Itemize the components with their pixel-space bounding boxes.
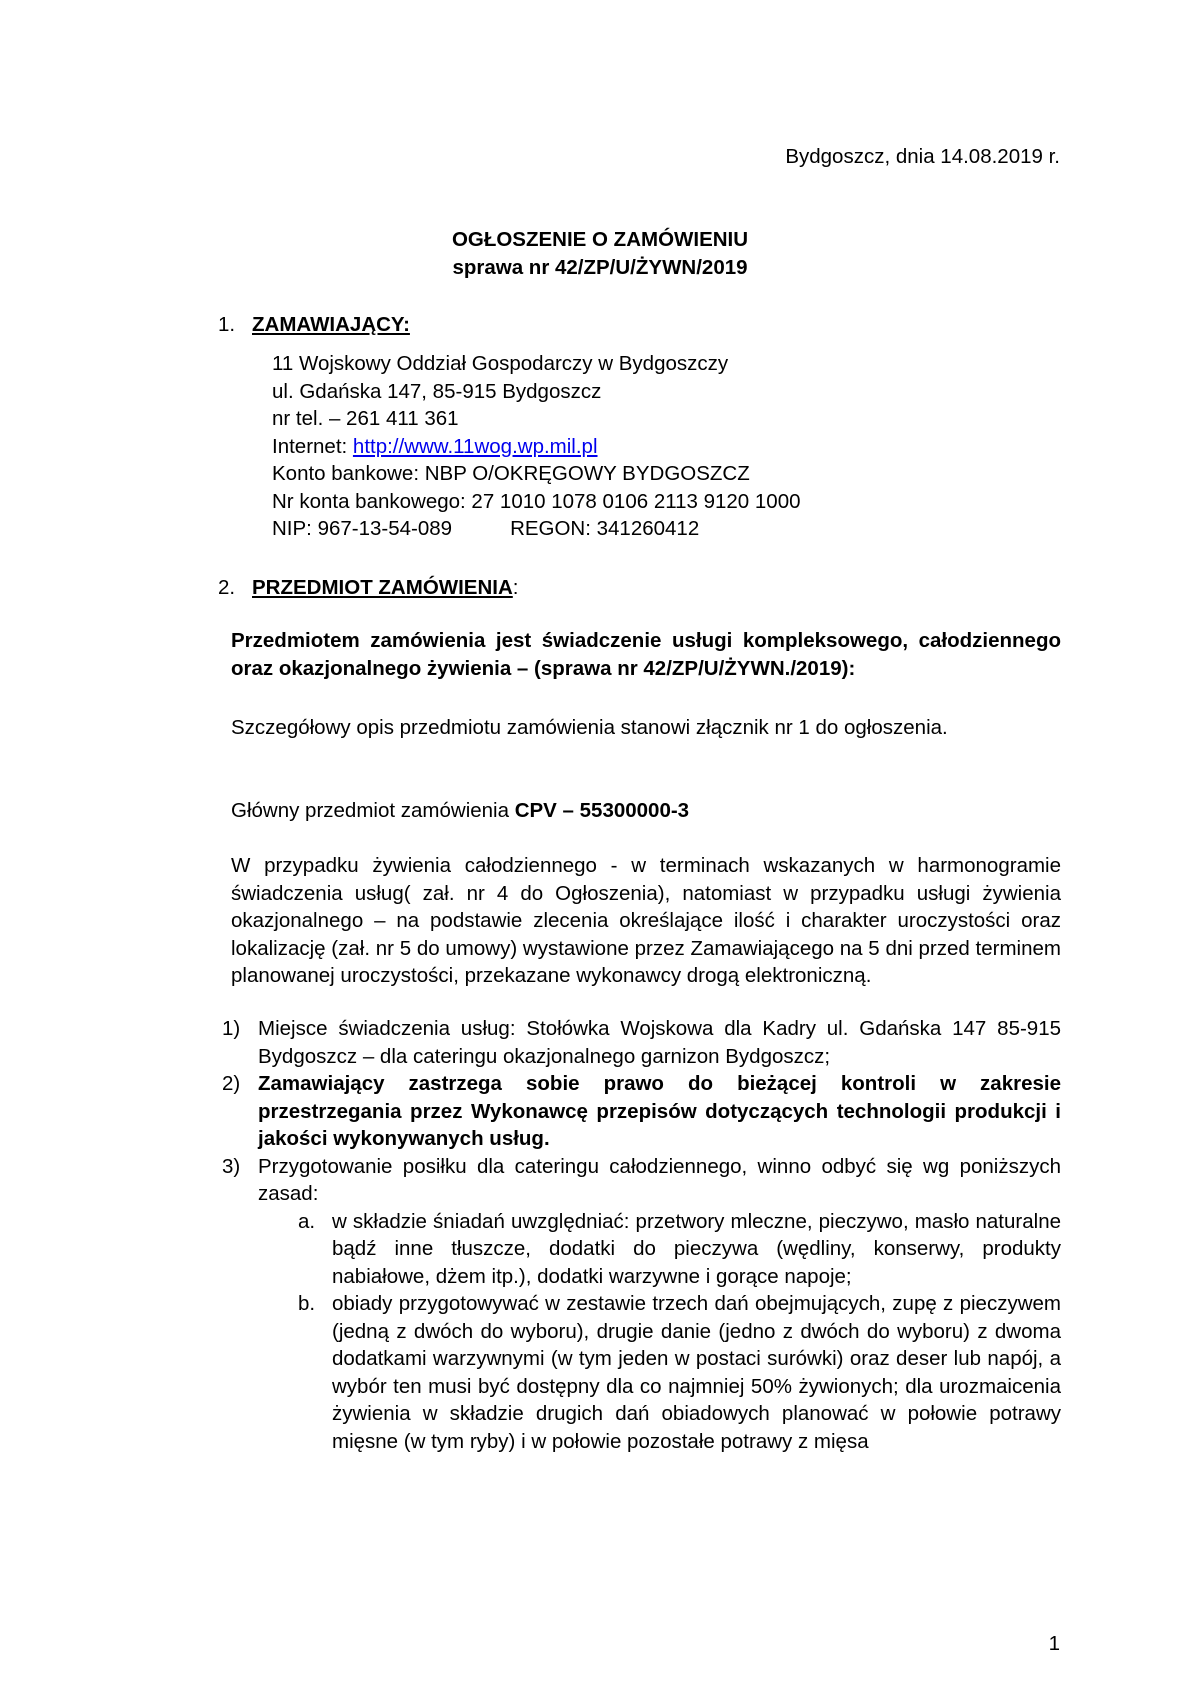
catering-paragraph: W przypadku żywienia całodziennego - w terminach wskazanych w harmonogramie świadczenia usług( zał. nr 4 do Ogłoszenia), natomiast w przypadku usługi żywienia okazjonalnego – na podstawie zlecenia określające ilość i charakter uroczystości oraz lokalizację (zał. nr 5 do umowy) wystawione przez Zamawiającego na 5 dni przed terminem planowanej uroczystości, przekazane wykonawcy drogą elektroniczną. bbox=[231, 854, 1061, 987]
page-number: 1 bbox=[1048, 1632, 1060, 1655]
authority-address: ul. Gdańska 147, 85-915 Bydgoszcz bbox=[272, 379, 602, 403]
document-date: Bydgoszcz, dnia 14.08.2019 r. bbox=[785, 145, 1060, 168]
section-2-title: PRZEDMIOT ZAMÓWIENIA: bbox=[252, 576, 519, 599]
nip: NIP: 967-13-54-089 bbox=[272, 517, 453, 540]
authority-internet: Internet: http://www.11wog.wp.mil.pl bbox=[272, 434, 598, 458]
authority-ids bbox=[272, 515, 801, 543]
authority-account: Nr konta bankowego: 27 1010 1078 0106 2113 9120 1000 bbox=[272, 489, 801, 513]
regon: REGON: 341260412 bbox=[510, 517, 700, 540]
cpv-line: Główny przedmiot zamówienia CPV – 55300000-3 bbox=[231, 799, 690, 822]
case-number: sprawa nr 42/ZP/U/ŻYWN/2019 bbox=[452, 256, 748, 279]
contracting-authority-details bbox=[272, 350, 801, 543]
sub-list-item: a. w składzie śniadań uwzględniać: przetwory mleczne, pieczywo, masło naturalne bądź inne tłuszcze, dodatki do pieczywa (wędliny, konserwy, produkty nabiałowe, dżem itp.), dodatki warzywne i gorące napoje; bbox=[298, 1209, 1061, 1288]
cpv-code: CPV – 55300000-3 bbox=[514, 799, 690, 822]
authority-phone: nr tel. – 261 411 361 bbox=[272, 407, 459, 430]
document-title: OGŁOSZENIE O ZAMÓWIENIU bbox=[451, 228, 749, 251]
list-item: 2) Zamawiający zastrzega sobie prawo do bieżącej kontroli w zakresie przestrzegania przez Wykonawcę przepisów dotyczących technologii produkcji i jakości wykonywanych usług. bbox=[222, 1072, 1061, 1150]
section-1-title: ZAMAWIAJĄCY: bbox=[252, 313, 410, 336]
website-link[interactable]: http://www.11wog.wp.mil.pl bbox=[352, 434, 598, 458]
subject-paragraph: Przedmiotem zamówienia jest świadczenie usługi kompleksowego, całodziennego oraz okazjonalnego żywienia – (sprawa nr 42/ZP/U/ŻYWN./2019): bbox=[231, 629, 1061, 680]
detail-paragraph: Szczegółowy opis przedmiotu zamówienia stanowi złącznik nr 1 do ogłoszenia. bbox=[231, 716, 948, 739]
list-item: 3) Przygotowanie posiłku dla cateringu całodziennego, winno odbyć się wg poniższych zasad: bbox=[222, 1154, 1061, 1205]
requirements-list bbox=[222, 1015, 1061, 1455]
authority-bank: Konto bankowe: NBP O/OKRĘGOWY BYDGOSZCZ bbox=[272, 462, 750, 485]
authority-name: 11 Wojskowy Oddział Gospodarczy w Bydgoszczy bbox=[272, 352, 729, 375]
section-1-number: 1. bbox=[218, 313, 236, 336]
section-2-number: 2. bbox=[218, 576, 236, 599]
list-item: 1) Miejsce świadczenia usług: Stołówka Wojskowa dla Kadry ul. Gdańska 147 85-915 Bydgoszcz – dla cateringu okazjonalnego garnizon Bydgoszcz; bbox=[222, 1017, 1061, 1068]
sub-list-item: b. obiady przygotowywać w zestawie trzech dań obejmujących, zupę z pieczywem (jedną z dwóch do wyboru), drugie danie (jedno z dwóch do wyboru) z dwoma dodatkami warzywnymi (w tym jeden w postaci surówki) oraz deser lub napój, a wybór ten musi być dostępny dla co najmniej 50% żywionych; dla urozmaicenia żywienia w składzie drugich dań obiadowych planować w połowie potrawy mięsne (w tym ryby) i w połowie pozostałe potrawy z mięsa bbox=[298, 1292, 1061, 1453]
